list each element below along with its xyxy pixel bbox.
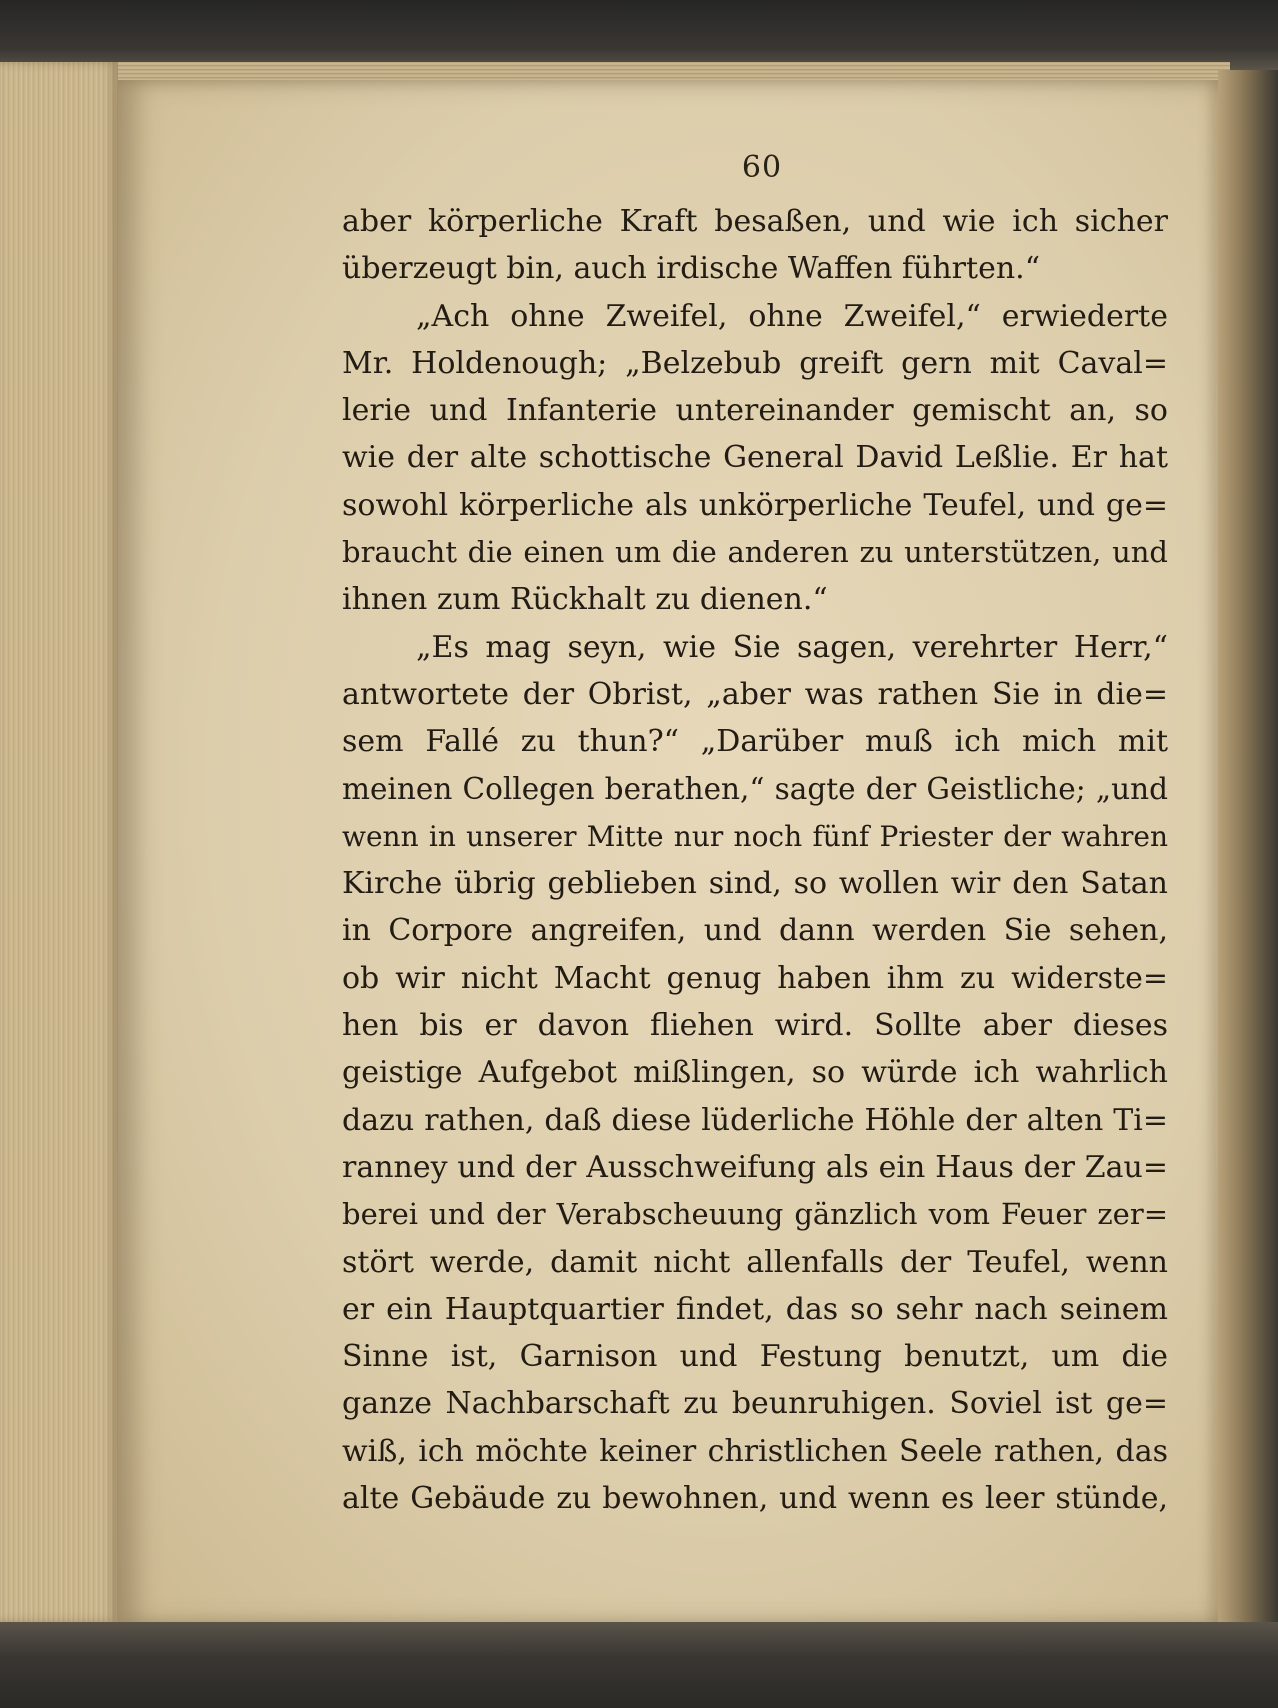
text-line: ob wir nicht Macht genug haben ihm zu widerste= — [342, 960, 1168, 996]
page-edges-left — [0, 62, 118, 1622]
text-line: geistige Aufgebot mißlingen, so würde ich wahrlich — [342, 1055, 1168, 1091]
text-line: wenn in unserer Mitte nur noch fünf Priester der wahren — [342, 819, 1168, 853]
text-line: wie der alte schottische General David Leßlie. Er hat — [342, 440, 1168, 476]
text-line: dazu rathen, daß diese lüderliche Höhle der alten Ti= — [342, 1102, 1168, 1138]
page-edge-right — [1218, 70, 1278, 1640]
text-line: ihnen zum Rückhalt zu dienen.“ — [342, 582, 828, 618]
text-line: wiß, ich möchte keiner christlichen Seele rathen, das — [342, 1433, 1168, 1469]
body-text — [342, 198, 1168, 1522]
text-line: Mr. Holdenough; „Belzebub greift gern mit Caval= — [342, 345, 1168, 381]
book-cover-top — [0, 0, 1278, 70]
text-line: braucht die einen um die anderen zu unterstützen, und — [342, 535, 1168, 570]
text-line: „Es mag seyn, wie Sie sagen, verehrter Herr,“ — [416, 629, 1168, 665]
text-line: sem Fallé zu thun?“ „Darüber muß ich mich mit — [342, 724, 1168, 760]
text-line: stört werde, damit nicht allenfalls der Teufel, wenn — [342, 1244, 1168, 1280]
text-line: er ein Hauptquartier findet, das so sehr nach seinem — [342, 1291, 1168, 1327]
book-cover-bottom — [0, 1622, 1278, 1708]
text-line: in Corpore angreifen, und dann werden Sie sehen, — [342, 913, 1168, 949]
text-line: hen bis er davon fliehen wird. Sollte aber dieses — [342, 1008, 1168, 1044]
text-line: antwortete der Obrist, „aber was rathen Sie in die= — [342, 676, 1168, 712]
text-line: lerie und Infanterie untereinander gemischt an, so — [342, 393, 1168, 429]
text-line: Sinne ist, Garnison und Festung benutzt, um die — [342, 1339, 1168, 1375]
text-line: meinen Collegen berathen,“ sagte der Geistliche; „und — [342, 771, 1168, 806]
text-line: sowohl körperliche als unkörperliche Teufel, und ge= — [342, 487, 1168, 523]
text-line: ganze Nachbarschaft zu beunruhigen. Soviel ist ge= — [342, 1386, 1168, 1422]
page-number: 60 — [741, 150, 783, 185]
text-line: aber körperliche Kraft besaßen, und wie ich sicher — [342, 204, 1168, 239]
text-line: überzeugt bin, auch irdische Waffen führten.“ — [342, 251, 1041, 287]
text-line: berei und der Verabscheuung gänzlich vom Feuer zer= — [342, 1197, 1168, 1232]
text-line: Kirche übrig geblieben sind, so wollen wir den Satan — [342, 866, 1168, 902]
text-line: „Ach ohne Zweifel, ohne Zweifel,“ erwiederte — [416, 298, 1168, 334]
text-line: alte Gebäude zu bewohnen, und wenn es leer stünde, — [342, 1481, 1168, 1517]
text-line: ranney und der Ausschweifung als ein Haus der Zau= — [342, 1149, 1168, 1185]
